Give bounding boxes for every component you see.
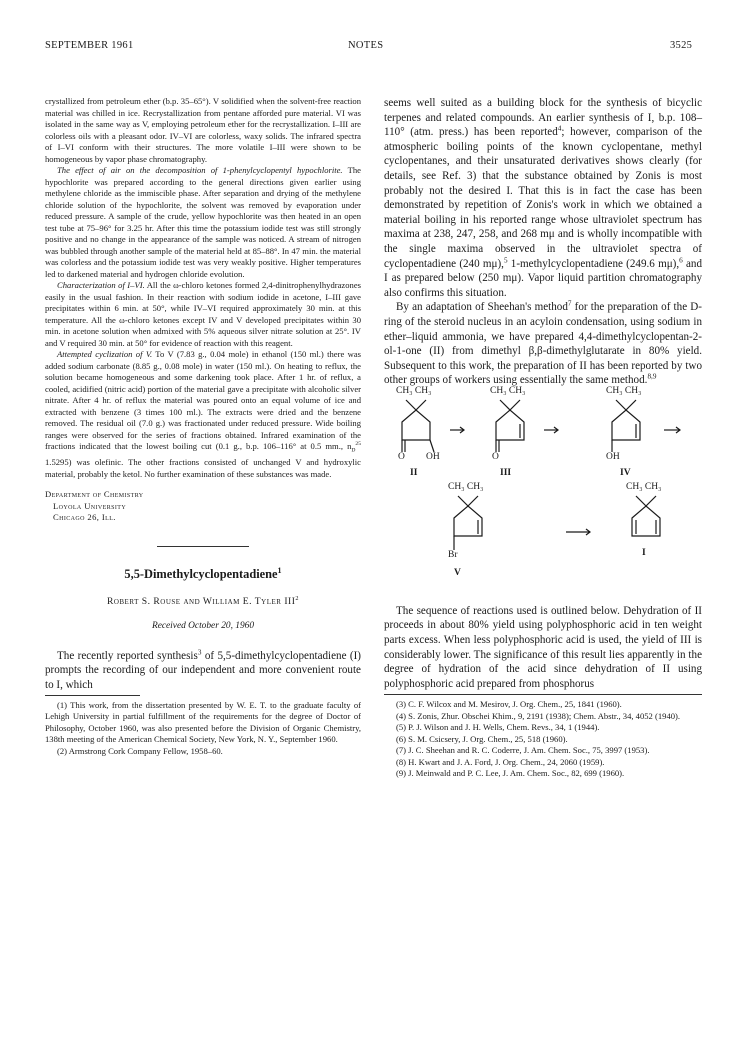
methyl-label: CH₃ CH₃ [626, 481, 662, 492]
ref-mark: 4 [557, 124, 562, 133]
methyl-bond [646, 496, 656, 506]
reference-5: (5) P. J. Wilson and J. H. Wells, Chem. Revs., 34, 1 (1944). [396, 722, 600, 733]
continuation-paragraph [384, 96, 702, 300]
experimental-paragraph: crystallized from petroleum ether (b.p. 35–65°). V solidified when the solvent-free reaction material was chilled in ice. Recrystallization from pentane afforded pure material. VI was isolated in the same way as V, employing petroleum ether for the recrystallization. I–III are colorless oils with a pleasant odor. IV–VI are colorless, waxy solids. The infrared spectra of I–VI conform with their structures. The more volatile I–III were shown to be homogeneous by vapor phase chromatography. [45, 96, 361, 164]
reference-7: (7) J. C. Sheehan and R. C. Coderre, J. Am. Chem. Soc., 75, 3997 (1953). [396, 745, 650, 756]
reaction-scheme-drawing [384, 394, 702, 600]
compound-label-i: I [642, 547, 646, 558]
bromine-label: Br [448, 549, 458, 560]
refractive-index-sub: D [351, 447, 356, 454]
paragraph-text: The recently reported synthesis [57, 649, 198, 662]
article-authors [45, 596, 361, 607]
cyclization-paragraph [45, 349, 361, 480]
reference-6: (6) S. M. Csicsery, J. Org. Chem., 25, 518 (1960). [396, 733, 568, 744]
hydroxyl-label: OH [606, 451, 620, 462]
hydroxyl-label: OH [426, 451, 440, 462]
received-date: Received October 20, 1960 [151, 620, 255, 631]
paragraph-text: for the preparation of the D-ring of the steroid nucleus in an acyloin condensation, using sodium in ether–liquid ammonia, we have prepared 4,4-dimethylcyclopentan-2-ol-1-one (II) from dimethyl β,β-dimethylglutarate in 80% yield. Subsequent to this work, the preparation of II has been reported by two other groups of workers using essentially the same method. [384, 301, 702, 387]
paragraph-text: of 5,5-dimethylcyclopentadiene (I) prompts the recording of our independent and more convenient route to I, which [45, 649, 362, 691]
authors-footnote-mark: 2 [295, 594, 300, 602]
compound-label-iii: III [500, 467, 512, 478]
oxygen-label: O [398, 451, 405, 462]
page-number: 3525 [670, 40, 693, 51]
compound-label-ii: II [410, 467, 418, 478]
paragraph-text: All the ω-chloro ketones formed 2,4-dinitrophenylhydrazones easily in the usual fashion. In their reaction with sodium iodide in acetone, I–III gave precipitates within 6 min. at 50°, while IV–VI required approximately 30 min. at this temperature. All the ω-chloro ketones except IV and V developed precipitates within 30 min. in acetone solution when admixed with 5% aqueous silver nitrate solution at 25°. IV and V required 30 min. at 50° for evidence of reaction with this reagent. [45, 280, 361, 348]
sequence-paragraph: The sequence of reactions used is outlined below. Dehydration of II proceeds in about 80% yield using polyphosphoric acid in ten weight parts excess. When less polyphosphoric acid is used, the yield of III is considerably lower. The significance of this result lies apparently in the degree of hydration of the acid since dehydration of II using polyphosphoric acid prepared from phosphorus [384, 604, 702, 690]
characterization-paragraph [45, 280, 361, 349]
title-text: 5,5-Dimethylcyclopentadiene [124, 566, 278, 581]
left-column [45, 96, 361, 757]
paragraph-text: To V (7.83 g., 0.04 mole) in ethanol (150 ml.) there was added sodium carbonate (8.85 g., 0.08 mole) in water (150 ml.). On heating to reflux, the solution became homogeneous and some darkening took place. After 1 hr. of reflux, a cooled, acidified (nitric acid) portion of the material gave a precipitate with alcoholic silver nitrate. After 4 hr. of reflux the material was poured onto an equal volume of ice and extracted with benzene (3 times 100 ml.). The extracts were dried and the benzene removed. The residual oil (7.0 g.) was fractionated under reduced pressure. Wide boiling ranges were observed for the series of fractions obtained. Infrared examination of the fractions indicated that the lowest boiling cut (0.1 g., b.p. 106–116° at 0.5 mm., n [45, 349, 361, 451]
paragraph-text: ; however, comparison of the atmospheric boiling points of the known cyclopentane, methyl cyclopentanes, and their unsaturated derivatives shows clearly (for details, see Ref. 3) that the substance obtained by Zonis is most probably not the desired I. That this is in fact the case has been demonstrated by repetition of Zonis's work in which we obtained a material boiling in his reported range whose ultraviolet spectrum has maxima at 238, 247, 258, and 268 mμ and is wholly incompatible with the single maxima observed in the ultraviolet spectra of cyclopentadiene (240 mμ), [384, 126, 702, 270]
methyl-bond [500, 400, 510, 410]
ref-mark: 6 [679, 255, 683, 264]
methyl-label: CH₃ CH₃ [490, 385, 526, 396]
footnote-rule [45, 695, 140, 696]
subheading: The effect of air on the decomposition of 1-phenylcyclopentyl hypochlorite. [57, 165, 343, 175]
footnote-1: (1) This work, from the dissertation presented by W. E. T. to the graduate faculty of Lehigh University in partial fulfillment of the requirements for the degree of Doctor of Philosophy, October 1960, was also presented before the Division of Organic Chemistry, 138th meeting of the American Chemical Society, New York, N. Y., September 1960. [45, 699, 361, 744]
paragraph-text: 1-methylcyclopentadiene (249.6 mμ), [507, 257, 680, 270]
title-footnote-mark: 1 [277, 565, 282, 575]
hydroxyl-bond [430, 440, 434, 452]
methyl-bond [458, 496, 468, 506]
affiliation-university: Loyola University [53, 500, 127, 511]
methyl-bond [416, 400, 426, 410]
running-header-date: SEPTEMBER 1961 [45, 40, 134, 51]
compound-label-v: V [454, 567, 461, 578]
affiliation [45, 489, 361, 524]
paragraph-text: By an adaptation of Sheehan's method [396, 301, 568, 314]
running-header-section: NOTES [348, 40, 384, 51]
authors-text: Robert S. Rouse and William E. Tyler III [106, 595, 296, 607]
air-effect-paragraph [45, 165, 361, 280]
methyl-bond [406, 400, 416, 410]
references-rule [384, 694, 702, 695]
reference-4: (4) S. Zonis, Zhur. Obschei Khim., 9, 2191 (1938); Chem. Abstr., 34, 4052 (1940). [396, 710, 681, 721]
subheading: Characterization of I–VI. [57, 280, 145, 290]
methyl-bond [636, 496, 646, 506]
methyl-bond [468, 496, 478, 506]
methyl-bond [616, 400, 626, 410]
subheading: Attempted cyclization of V. [57, 349, 153, 359]
paragraph-text: 1.5295) was olefinic. The other fractions consisted of unchanged V and hydroxylic material, probably the ketol. No further examination of these substances was made. [45, 457, 361, 479]
reference-3: (3) C. F. Wilcox and M. Mesirov, J. Org. Chem., 25, 1841 (1960). [396, 699, 622, 710]
structure-ii-ring [402, 410, 430, 440]
reference-8: (8) H. Kwart and J. A. Ford, J. Org. Chem., 24, 2060 (1959). [396, 756, 605, 767]
refractive-index-sup: 25 [355, 441, 361, 448]
methyl-label: CH₃ CH₃ [606, 385, 642, 396]
paragraph-text: seems well suited as a building block for the synthesis of bicyclic terpenes and related compounds. An earlier synthesis of I, b.p. 108–110° (atm. press.) has been reported [384, 97, 702, 139]
methyl-bond [510, 400, 520, 410]
method-paragraph [384, 300, 702, 388]
reference-9: (9) J. Meinwald and P. C. Lee, J. Am. Chem. Soc., 82, 699 (1960). [396, 768, 625, 779]
footnote-2: (2) Armstrong Cork Company Fellow, 1958–60. [57, 745, 223, 756]
ref-mark: 5 [503, 255, 508, 264]
section-divider [157, 546, 249, 547]
oxygen-label: O [492, 451, 499, 462]
methyl-label: CH₃ CH₃ [448, 481, 484, 492]
methyl-label: CH₃ CH₃ [396, 385, 432, 396]
compound-label-iv: IV [620, 467, 631, 478]
ref-mark: 3 [197, 648, 202, 657]
methyl-bond [626, 400, 636, 410]
ref-mark: 7 [567, 299, 572, 308]
intro-paragraph [45, 649, 361, 693]
paragraph-text: The hypochlorite was prepared according to the general directions given earlier using methylene chloride as the immiscible phase. After separation and drying of the methylene chloride solution of the hypochlorite, the solvent was removed by evaporation under reduced pressure. A sample of the crude, yellow hypochlorite was then heated in an open test tube at 75–96° for 3.25 hr. After this time the potassium iodide test was still strongly positive and no change in the appearance of the sample was noticed. A stream of nitrogen was bubbled through another sample of the material held at 85–88°. In 47 min. the material was colorless and the potassium iodide test was very weakly positive. Higher temperatures led to darkened material and hydrogen chloride evolution. [45, 165, 361, 279]
ref-mark: 8,9 [647, 372, 657, 381]
paragraph-text: and I as prepared below (250 mμ). Vapor liquid partition chromatography also confirms this situation. [384, 257, 702, 299]
references-list [384, 699, 702, 780]
article-title [45, 567, 361, 582]
affiliation-department: Department of Chemistry [45, 489, 144, 500]
right-column [384, 96, 702, 780]
reaction-scheme [384, 385, 702, 600]
affiliation-city: Chicago 26, Ill. [53, 512, 116, 523]
